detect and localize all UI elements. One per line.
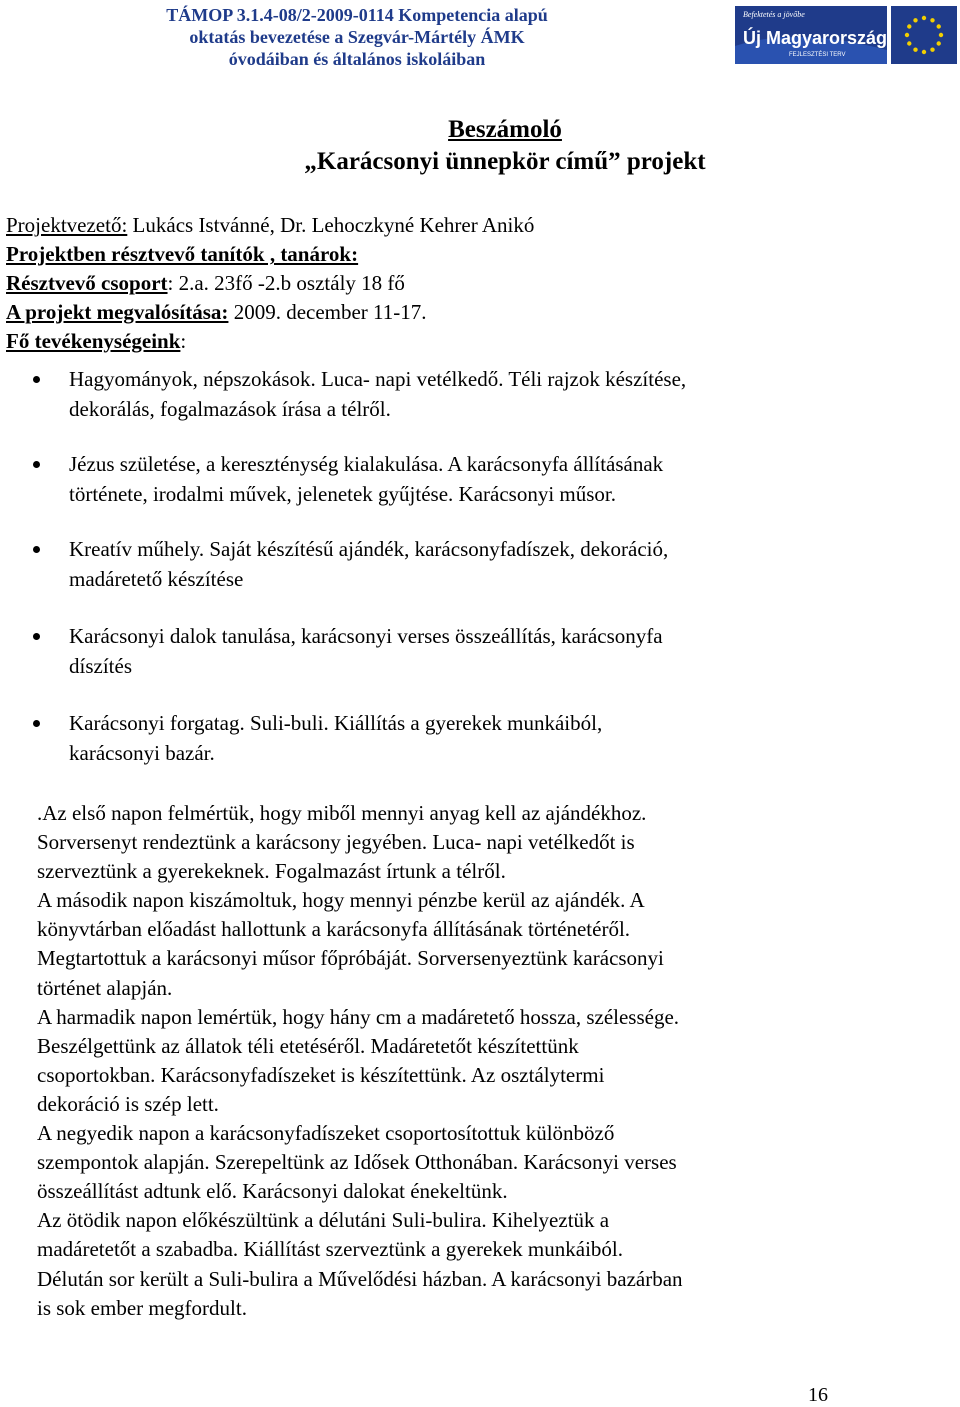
eu-star-icon bbox=[937, 24, 941, 28]
list-item bbox=[69, 708, 869, 768]
eu-star-icon bbox=[913, 48, 917, 52]
eu-star-icon bbox=[907, 24, 911, 28]
list-item bbox=[69, 449, 869, 509]
header-line: óvodáiban és általános iskoláiban bbox=[228, 49, 486, 69]
report-paragraph bbox=[37, 799, 917, 1323]
page-header bbox=[0, 0, 960, 75]
bullet-dot-icon bbox=[33, 546, 40, 553]
group-value: : 2.a. 23fő -2.b osztály 18 fő bbox=[167, 271, 405, 295]
bullet-dot-icon bbox=[33, 633, 40, 640]
eu-star-icon bbox=[905, 33, 909, 37]
logo-name: Új Magyarország bbox=[743, 28, 888, 48]
eu-flag-icon bbox=[891, 6, 957, 64]
paragraph-line: is sok ember megfordult. bbox=[37, 1295, 247, 1320]
list-item-line: Karácsonyi dalok tanulása, karácsonyi verses összeállítás, karácsonyfa bbox=[69, 624, 663, 648]
activities-colon: : bbox=[180, 329, 187, 353]
paragraph-line: Megtartottuk a karácsonyi műsor főpróbáját. Sorversenyeztünk karácsonyi bbox=[37, 946, 664, 971]
list-item-line: Kreatív műhely. Saját készítésű ajándék, karácsonyfadíszek, dekoráció, bbox=[69, 537, 669, 561]
date-label: A projekt megvalósítása: bbox=[6, 300, 229, 324]
list-item-line: madáretető készítése bbox=[69, 567, 244, 591]
list-item-line: Hagyományok, népszokások. Luca- napi vetélkedő. Téli rajzok készítése, bbox=[69, 367, 687, 391]
list-item bbox=[69, 364, 869, 424]
paragraph-line: A negyedik napon a karácsonyfadíszeket csoportosítottuk különböző bbox=[37, 1121, 615, 1146]
project-leader-label: Projektvezető: bbox=[6, 213, 128, 237]
logo-tagline: Befektetés a jövőbe bbox=[743, 10, 805, 19]
list-item-line: dekorálás, fogalmazások írása a télről. bbox=[69, 397, 391, 421]
list-item bbox=[69, 534, 869, 594]
eu-star-icon bbox=[939, 33, 943, 37]
uj-magyarorszag-logo bbox=[735, 6, 957, 64]
paragraph-line: összeállítást adtunk elő. Karácsonyi dalokat énekeltünk. bbox=[37, 1179, 508, 1204]
paragraph-line: könyvtárban előadást hallottunk a karácsonyfa állításának történetéről. bbox=[37, 917, 631, 942]
teachers-label: Projektben résztvevő tanítók , tanárok: bbox=[6, 242, 359, 266]
list-item-line: karácsonyi bazár. bbox=[69, 741, 215, 765]
paragraph-line: Beszélgettünk az állatok téli etetéséről. Madáretetőt készítettünk bbox=[37, 1033, 579, 1058]
paragraph-line: A második napon kiszámoltuk, hogy mennyi pénzbe kerül az ajándék. A bbox=[37, 888, 645, 913]
project-leader-line bbox=[6, 213, 534, 238]
paragraph-line: szerveztünk a gyerekeknek. Fogalmazást írtunk a télről. bbox=[37, 859, 506, 884]
logo-subtitle: FEJLESZTÉSI TERV bbox=[789, 52, 846, 58]
eu-star-icon bbox=[913, 18, 917, 22]
paragraph-line: .Az első napon felmértük, hogy miből mennyi anyag kell az ajándékhoz. bbox=[37, 801, 647, 825]
bullet-dot-icon bbox=[33, 461, 40, 468]
list-item-line: díszítés bbox=[69, 654, 132, 678]
date-line bbox=[6, 300, 427, 325]
paragraph-line: madáretetőt a szabadba. Kiállítást szerveztünk a gyerekek munkáiból. bbox=[37, 1237, 624, 1262]
paragraph-line: Sorversenyt rendeztünk a karácsony jegyében. Luca- napi vetélkedőt is bbox=[37, 830, 635, 855]
header-line: TÁMOP 3.1.4-08/2-2009-0114 Kompetencia alapú bbox=[166, 5, 548, 25]
header-line: oktatás bevezetése a Szegvár-Mártély ÁMK bbox=[189, 27, 525, 47]
paragraph-line: történet alapján. bbox=[37, 975, 173, 1000]
project-leader-value: Lukács Istvánné, Dr. Lehoczkyné Kehrer Anikó bbox=[127, 213, 535, 237]
activities-line bbox=[6, 329, 186, 354]
eu-star-icon bbox=[922, 50, 926, 54]
eu-star-icon bbox=[922, 16, 926, 20]
eu-star-icon bbox=[937, 41, 941, 45]
activities-label: Fő tevékenységeink bbox=[6, 329, 181, 353]
group-label: Résztvevő csoport bbox=[6, 271, 168, 295]
list-item bbox=[69, 621, 869, 681]
list-item-line: Karácsonyi forgatag. Suli-buli. Kiállítás a gyerekek munkáiból, bbox=[69, 711, 603, 735]
list-item-line: története, irodalmi művek, jelenetek gyűjtése. Karácsonyi műsor. bbox=[69, 482, 617, 506]
paragraph-line: Az ötödik napon előkészültünk a délutáni Suli-bulira. Kihelyeztük a bbox=[37, 1208, 610, 1233]
paragraph-line: dekoráció is szép lett. bbox=[37, 1091, 219, 1116]
project-title: „Karácsonyi ünnepkör című” projekt bbox=[304, 148, 706, 175]
bullet-dot-icon bbox=[33, 376, 40, 383]
document-title: Beszámoló bbox=[448, 116, 562, 143]
teachers-line bbox=[6, 242, 358, 267]
header-text bbox=[92, 4, 622, 70]
eu-star-icon bbox=[930, 48, 934, 52]
paragraph-line: csoportokban. Karácsonyfadíszeket is készítettünk. Az osztálytermi bbox=[37, 1062, 605, 1087]
paragraph-line: A harmadik napon lemértük, hogy hány cm a madáretető hossza, szélessége. bbox=[37, 1004, 680, 1029]
eu-star-icon bbox=[907, 41, 911, 45]
eu-star-icon bbox=[930, 18, 934, 22]
bullet-dot-icon bbox=[33, 720, 40, 727]
list-item-line: Jézus születése, a kereszténység kialakulása. A karácsonyfa állításának bbox=[69, 452, 664, 476]
paragraph-line: szempontok alapján. Szerepeltünk az Idősek Otthonában. Karácsonyi verses bbox=[37, 1150, 677, 1175]
page-number: 16 bbox=[808, 1384, 828, 1406]
paragraph-line: Délután sor került a Suli-bulira a Művelődési házban. A karácsonyi bazárban bbox=[37, 1266, 683, 1291]
group-line bbox=[6, 271, 405, 296]
date-value: 2009. december 11-17. bbox=[228, 300, 427, 324]
